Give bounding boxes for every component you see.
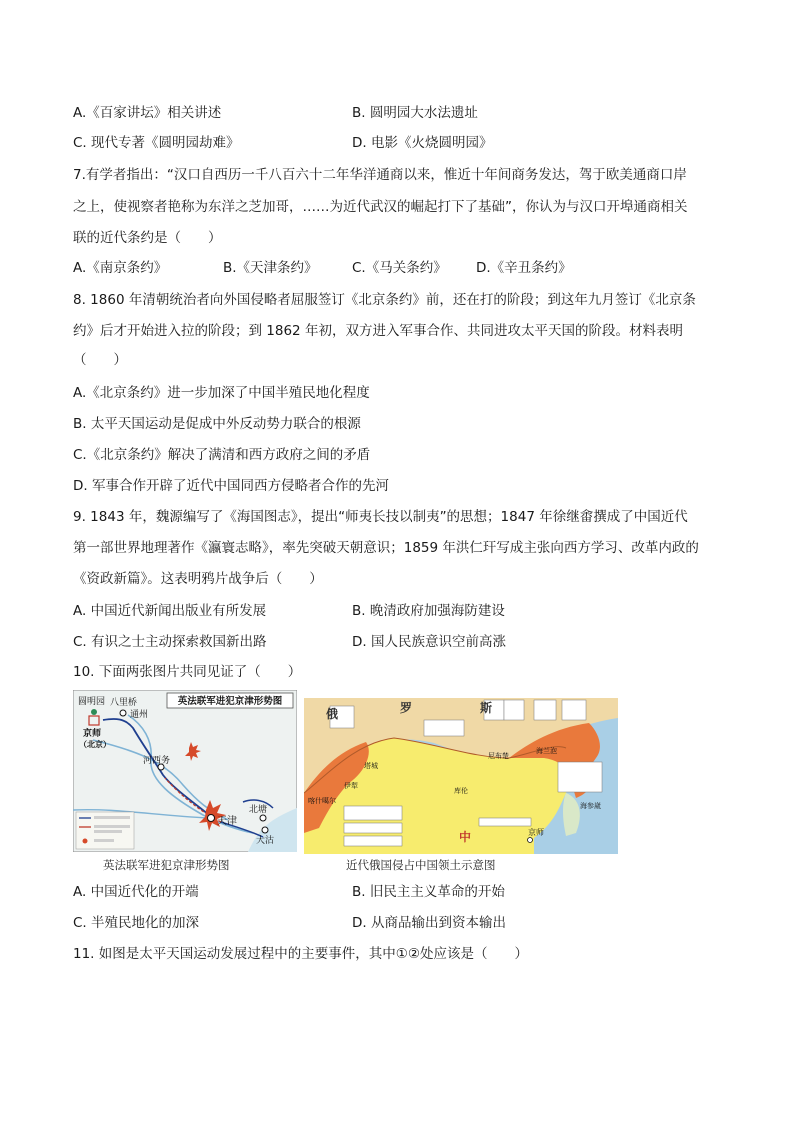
map1-tianjin: 天津 [217,816,237,827]
q9-option-d: D. 国人民族意识空前高涨 [352,634,506,650]
q7-stem-line2: 之上，使视察者艳称为东洋之芝加哥，……为近代武汉的崛起打下了基础”，你认为与汉口开埠通商相关 [73,199,688,215]
russian-occupation-map [304,698,618,854]
map2-jingshi: 京师 [528,828,544,837]
map2-nibuchu: 尼布楚 [488,752,509,760]
q6-option-b: B. 圆明园大水法遗址 [352,105,478,121]
q8-stem-line2: 约》后才开始进入拉的阶段；到 1862 年初，双方进入军事合作、共同进攻太平天国的阶段。材料表明 [73,323,683,339]
q9-stem-line1: 9. 1843 年，魏源编写了《海国图志》，提出“师夷长技以制夷”的思想；1847 年徐继畬撰成了中国近代 [73,509,688,525]
q8-option-c: C.《北京条约》解决了满清和西方政府之间的矛盾 [73,447,371,463]
map1-jingshi: 京师 [83,729,102,739]
map2-caption: 近代俄国侵占中国领土示意图 [346,858,496,872]
q8-option-d: D. 军事合作开辟了近代中国同西方侵略者合作的先河 [73,478,389,494]
anglo-french-invasion-map [73,690,297,852]
q8-option-a: A.《北京条约》进一步加深了中国半殖民地化程度 [73,385,370,401]
q9-option-a: A. 中国近代新闻出版业有所发展 [73,603,267,619]
map2-kashgar: 喀什噶尔 [308,797,336,805]
q9-option-c: C. 有识之士主动探索救国新出路 [73,634,267,650]
map1-beitang: 北塘 [249,805,268,815]
map1-tongzhou: 通州 [130,710,149,720]
q10-option-b: B. 旧民主主义革命的开始 [352,884,505,900]
map2-zhong: 中 [459,830,472,844]
map1-beijing: （北京） [79,740,111,749]
map2-e: 俄 [326,707,339,721]
map1-baliqiao: 八里桥 [110,698,138,708]
q10-stem: 10. 下面两张图片共同见证了（ ） [73,664,302,680]
q7-option-c: C.《马关条约》 [352,260,447,276]
map1-dagu: 大沽 [256,836,275,846]
q7-option-a: A.《南京条约》 [73,260,168,276]
q6-option-d: D. 电影《火烧圆明园》 [352,135,493,151]
q8-option-b: B. 太平天国运动是促成中外反动势力联合的根源 [73,416,361,432]
map1-caption: 英法联军进犯京津形势图 [103,858,230,872]
map2-yili: 伊犁 [344,782,358,790]
q9-stem-line2: 第一部世界地理著作《瀛寰志略》，率先突破天朝意识；1859 年洪仁玕写成主张向西方学习、改革内政的 [73,540,699,556]
q6-option-a: A.《百家讲坛》相关讲述 [73,105,222,121]
q7-stem-line1: 7.有学者指出：“汉口自西历一千八百六十二年华洋通商以来，惟近十年间商务发达，驾于欧美通商口岸 [73,167,687,183]
map2-si: 斯 [480,701,493,715]
q7-option-b: B.《天津条约》 [223,260,318,276]
map2-hailanpao: 海兰泡 [536,747,557,755]
map1-yuanmingyuan: 圆明园 [78,697,106,707]
q7-stem-line3: 联的近代条约是（ ） [73,230,222,246]
map2-haishenwai: 海参崴 [580,802,601,810]
map2-luo: 罗 [400,701,413,715]
q10-option-a: A. 中国近代化的开端 [73,884,199,900]
map1-hexiwu: 河西务 [143,756,171,766]
q9-option-b: B. 晚清政府加强海防建设 [352,603,505,619]
q9-stem-line3: 《资政新篇》。这表明鸦片战争后（ ） [73,571,323,587]
q6-option-c: C. 现代专著《圆明园劫难》 [73,135,240,151]
q10-option-d: D. 从商品输出到资本输出 [352,915,506,931]
q8-stem-line1: 8. 1860 年清朝统治者向外国侵略者屈服签订《北京条约》前，还在打的阶段；到这年九月签订《北京条 [73,292,696,308]
q8-stem-line3: （ ） [73,352,127,368]
q7-option-d: D.《辛丑条约》 [476,260,572,276]
q11-stem: 11. 如图是太平天国运动发展过程中的主要事件，其中①②处应该是（ ） [73,946,528,962]
map1-legend [76,812,134,849]
q10-option-c: C. 半殖民地化的加深 [73,915,200,931]
map2-tacheng: 塔城 [364,762,378,770]
map1-title: 英法联军进犯京津形势图 [177,696,283,707]
map2-kulun: 库伦 [454,787,468,795]
